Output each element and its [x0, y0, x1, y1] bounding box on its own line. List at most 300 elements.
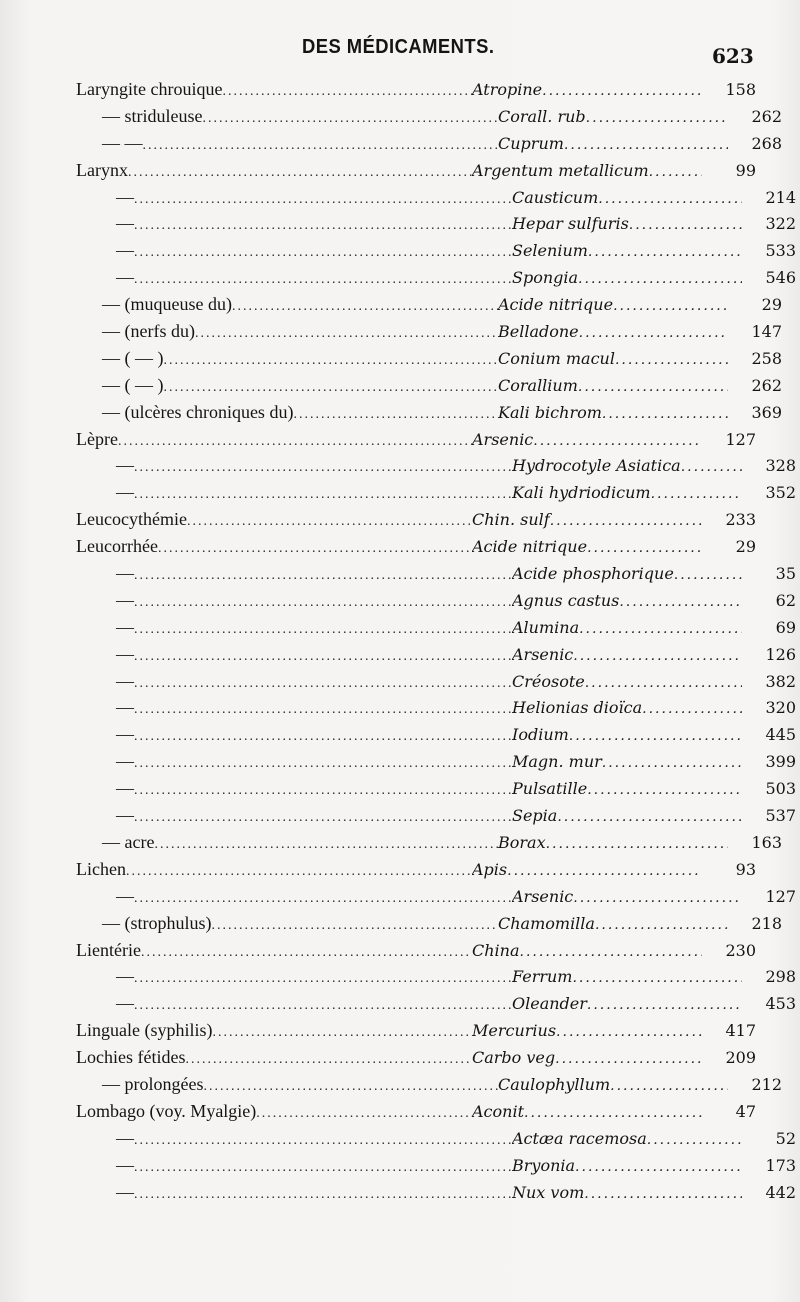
entry-term-cell [76, 587, 512, 617]
entry-term-cell [76, 560, 512, 590]
entry-term-cell [76, 76, 472, 106]
entry-remedy-cell [512, 884, 742, 912]
entry-remedy: Borax [498, 832, 546, 852]
entry-remedy: Arsenic [512, 644, 574, 664]
entry-remedy-cell [498, 346, 728, 374]
dot-leader [546, 831, 728, 858]
entry-term: — [116, 213, 134, 234]
dot-leader [143, 133, 499, 160]
dot-leader [134, 482, 512, 509]
entry-term: — [116, 455, 134, 476]
entry-term: Lichen [76, 858, 126, 879]
index-entry [76, 694, 796, 721]
entry-remedy-cell [472, 857, 702, 885]
dot-leader [128, 160, 472, 187]
entry-term-cell [76, 399, 498, 429]
entry-remedy: Alumina [512, 617, 580, 637]
dot-leader [579, 320, 728, 347]
entry-remedy: Iodium [512, 725, 569, 745]
entry-remedy: Carbo veg [472, 1048, 556, 1068]
index-entries [76, 76, 796, 1205]
index-entry [76, 210, 796, 237]
entry-term: — (strophulus) [102, 912, 212, 933]
entry-page-ref: 298 [765, 967, 796, 987]
entry-term-cell [76, 426, 472, 456]
index-entry [76, 883, 796, 910]
entry-term: — [116, 885, 134, 906]
entry-remedy-cell [512, 1180, 742, 1208]
entry-term: Leucorrhée [76, 536, 158, 557]
entry-term-cell [76, 130, 498, 160]
entry-remedy-cell [512, 669, 742, 697]
entry-remedy-cell [498, 911, 728, 939]
index-entry [76, 76, 756, 103]
entry-remedy: Pulsatille [512, 779, 588, 799]
index-entry [76, 641, 796, 668]
entry-term-cell [76, 210, 512, 240]
dot-leader [134, 213, 512, 240]
entry-term: — acre [102, 831, 155, 852]
entry-page-ref: 218 [751, 913, 782, 933]
dot-leader [134, 187, 512, 214]
entry-page-ref: 52 [775, 1128, 796, 1148]
entry-page-ref: 399 [765, 752, 796, 772]
entry-term: — prolongées [102, 1073, 204, 1094]
entry-page-ref: 352 [765, 483, 796, 503]
index-entry [76, 103, 782, 130]
entry-term-cell [76, 937, 472, 967]
dot-leader [134, 886, 512, 913]
entry-remedy: Hydrocotyle Asiatica [512, 456, 681, 476]
entry-remedy: Causticum [512, 187, 599, 207]
entry-remedy: Hepar sulfuris [512, 214, 629, 234]
dot-leader [602, 750, 742, 777]
entry-page-ref: 382 [765, 671, 796, 691]
entry-remedy-cell [512, 615, 742, 643]
entry-remedy: Actæa racemosa [512, 1128, 647, 1148]
entry-term: — [116, 240, 134, 261]
entry-page-ref: 158 [725, 80, 756, 99]
entry-remedy-cell [472, 1045, 702, 1073]
index-entry [76, 426, 756, 453]
entry-page-ref: 258 [751, 348, 782, 368]
entry-term: Lombago (voy. Myalgie) [76, 1100, 257, 1121]
dot-leader [573, 885, 742, 912]
entry-page-ref: 62 [775, 590, 796, 610]
entry-remedy-cell [498, 104, 728, 132]
entry-remedy-cell [512, 964, 742, 992]
entry-page-ref: 127 [725, 429, 756, 449]
dot-leader [585, 670, 742, 697]
entry-remedy: Acide nitrique [472, 537, 588, 557]
dot-leader [203, 106, 499, 133]
entry-page-ref: 537 [765, 806, 796, 826]
entry-term: Lientérie [76, 939, 141, 960]
entry-remedy-cell [512, 185, 742, 213]
entry-remedy-cell [472, 938, 702, 966]
entry-page-ref: 127 [765, 886, 796, 906]
entry-term-cell [76, 829, 498, 859]
entry-term-cell [76, 641, 512, 671]
index-entry [76, 721, 796, 748]
running-title: DES MÉDICAMENTS. [302, 36, 495, 58]
entry-page-ref: 369 [751, 402, 782, 422]
entry-term-cell [76, 1044, 472, 1074]
index-entry [76, 1152, 796, 1179]
entry-term: — [116, 697, 134, 718]
entry-term: — [116, 778, 134, 799]
index-entry [76, 614, 796, 641]
entry-remedy-cell [498, 400, 728, 428]
entry-page-ref: 442 [765, 1182, 796, 1202]
entry-remedy: Agnus castus [512, 590, 620, 610]
entry-term-cell [76, 452, 512, 482]
entry-term-cell [76, 184, 512, 214]
page-number: 623 [712, 44, 754, 68]
entry-term: — [116, 482, 134, 503]
entry-remedy: Conium macul [498, 348, 615, 368]
entry-term: — ( — ) [102, 374, 164, 395]
dot-leader [587, 992, 742, 1019]
entry-page-ref: 268 [751, 133, 782, 153]
entry-term-cell [76, 963, 512, 993]
entry-remedy-cell [512, 749, 742, 777]
entry-term-cell [76, 1017, 472, 1047]
entry-page-ref: 503 [765, 779, 796, 799]
dot-leader [507, 858, 702, 885]
entry-remedy-cell [512, 211, 742, 239]
entry-term: Larynx [76, 159, 128, 180]
dot-leader [154, 832, 498, 859]
dot-leader [134, 966, 512, 993]
entry-remedy: Arsenic [512, 886, 574, 906]
index-entry [76, 506, 756, 533]
entry-term: — [116, 1127, 134, 1148]
dot-leader [649, 159, 702, 186]
entry-page-ref: 99 [735, 160, 756, 180]
dot-leader [134, 1128, 512, 1155]
dot-leader [602, 401, 728, 428]
entry-remedy-cell [472, 158, 702, 186]
dot-leader [524, 1100, 702, 1127]
index-entry [76, 157, 756, 184]
entry-page-ref: 445 [765, 725, 796, 745]
index-entry [76, 184, 796, 211]
dot-leader [158, 536, 472, 563]
entry-term-cell [76, 694, 512, 724]
dot-leader [556, 1019, 702, 1046]
index-entry [76, 318, 782, 345]
dot-leader [579, 616, 742, 643]
index-entry [76, 1071, 782, 1098]
entry-term-cell [76, 721, 512, 751]
entry-remedy: China [472, 940, 520, 960]
dot-leader [203, 1074, 498, 1101]
dot-leader [134, 267, 512, 294]
entry-page-ref: 453 [765, 994, 796, 1014]
index-entry [76, 452, 796, 479]
index-entry [76, 1098, 756, 1125]
entry-term: — [116, 966, 134, 987]
page-header [0, 36, 800, 76]
dot-leader [595, 912, 728, 939]
entry-remedy: Caulophyllum [498, 1074, 611, 1094]
entry-term-cell [76, 748, 512, 778]
entry-term-cell [76, 775, 512, 805]
dot-leader [584, 1181, 742, 1208]
dot-leader [232, 294, 498, 321]
index-entry [76, 587, 796, 614]
entry-term: — [116, 805, 134, 826]
dot-leader [578, 374, 728, 401]
index-entry [76, 748, 796, 775]
entry-page-ref: 322 [765, 214, 796, 234]
entry-page-ref: 29 [761, 295, 782, 315]
dot-leader [212, 913, 499, 940]
entry-page-ref: 230 [725, 940, 756, 960]
entry-term-cell [76, 668, 512, 698]
entry-page-ref: 212 [751, 1074, 782, 1094]
dot-leader [118, 429, 472, 456]
entry-page-ref: 163 [751, 832, 782, 852]
entry-remedy-cell [498, 131, 728, 159]
entry-remedy: Corallium [498, 375, 578, 395]
dot-leader [134, 778, 512, 805]
dot-leader [572, 965, 742, 992]
dot-leader [613, 293, 728, 320]
entry-term-cell [76, 506, 472, 536]
index-entry [76, 399, 782, 426]
dot-leader [141, 940, 472, 967]
index-entry [76, 668, 796, 695]
index-entry [76, 479, 796, 506]
entry-page-ref: 262 [751, 375, 782, 395]
entry-remedy: Chin. sulf [472, 510, 550, 530]
entry-term-cell [76, 372, 498, 402]
dot-leader [598, 186, 742, 213]
entry-remedy-cell [472, 77, 702, 105]
entry-remedy-cell [512, 588, 742, 616]
dot-leader [615, 347, 728, 374]
entry-remedy: Sepia [512, 806, 558, 826]
dot-leader [564, 132, 728, 159]
entry-page-ref: 546 [765, 268, 796, 288]
entry-remedy-cell [512, 1153, 742, 1181]
index-entry [76, 1179, 796, 1206]
dot-leader [587, 777, 742, 804]
index-entry [76, 910, 782, 937]
entry-remedy-cell [498, 292, 728, 320]
dot-leader [573, 643, 742, 670]
entry-term-cell [76, 1179, 512, 1209]
entry-remedy: Arsenic [472, 429, 534, 449]
index-entry [76, 1044, 756, 1071]
entry-term: — [116, 563, 134, 584]
dot-leader [555, 1046, 702, 1073]
entry-remedy: Cuprum [498, 133, 564, 153]
entry-page-ref: 47 [735, 1101, 756, 1121]
entry-term: — [116, 751, 134, 772]
index-entry [76, 775, 796, 802]
entry-page-ref: 320 [765, 698, 796, 718]
dot-leader [619, 589, 742, 616]
entry-remedy-cell [498, 319, 728, 347]
index-entry [76, 291, 782, 318]
entry-remedy: Kali hydriodicum [512, 483, 651, 503]
index-entry [76, 237, 796, 264]
dot-leader [629, 212, 742, 239]
dot-leader [588, 239, 742, 266]
entry-page-ref: 533 [765, 241, 796, 261]
dot-leader [642, 696, 742, 723]
entry-term-cell [76, 103, 498, 133]
entry-remedy-cell [512, 803, 742, 831]
entry-term: Lochies fétides [76, 1047, 186, 1068]
entry-term: — [116, 186, 134, 207]
entry-term: — [116, 1181, 134, 1202]
entry-remedy: Nux vom [512, 1182, 585, 1202]
entry-remedy: Belladone [498, 322, 579, 342]
entry-term: — [116, 670, 134, 691]
entry-remedy-cell [472, 534, 702, 562]
entry-remedy: Aconit [472, 1101, 524, 1121]
entry-page-ref: 69 [775, 617, 796, 637]
entry-remedy: Oleander [512, 994, 587, 1014]
entry-term: — — [102, 132, 143, 153]
entry-remedy-cell [512, 722, 742, 750]
entry-remedy: Argentum metallicum [472, 160, 649, 180]
entry-remedy-cell [472, 1018, 702, 1046]
dot-leader [542, 78, 702, 105]
entry-remedy: Kali bichrom [498, 402, 602, 422]
index-entry [76, 372, 782, 399]
entry-remedy-cell [512, 1126, 742, 1154]
dot-leader [134, 590, 512, 617]
entry-term-cell [76, 237, 512, 267]
entry-page-ref: 93 [735, 859, 756, 879]
entry-term-cell [76, 883, 512, 913]
entry-remedy-cell [512, 776, 742, 804]
entry-term-cell [76, 157, 472, 187]
index-entry [76, 802, 796, 829]
entry-term: Laryngite chrouique [76, 79, 223, 99]
dot-leader [134, 671, 512, 698]
entry-page-ref: 233 [725, 510, 756, 530]
dot-leader [195, 321, 498, 348]
dot-leader [674, 562, 742, 589]
entry-page-ref: 214 [765, 187, 796, 207]
entry-term-cell [76, 264, 512, 294]
entry-remedy: Bryonia [512, 1155, 576, 1175]
entry-term: — [116, 993, 134, 1014]
entry-page-ref: 173 [765, 1155, 796, 1175]
dot-leader [647, 1127, 742, 1154]
entry-remedy-cell [512, 238, 742, 266]
entry-term: — [116, 724, 134, 745]
index-entry [76, 345, 782, 372]
entry-term: — [116, 643, 134, 664]
entry-remedy-cell [512, 265, 742, 293]
dot-leader [586, 105, 728, 132]
entry-remedy: Mercurius [472, 1021, 557, 1041]
entry-term: — (ulcères chroniques du) [102, 401, 294, 422]
entry-remedy: Créosote [512, 671, 585, 691]
entry-remedy-cell [472, 427, 702, 455]
dot-leader [134, 240, 512, 267]
index-entry [76, 130, 782, 157]
entry-remedy-cell [512, 480, 742, 508]
dot-leader [134, 617, 512, 644]
dot-leader [212, 1020, 472, 1047]
entry-term-cell [76, 802, 512, 832]
dot-leader [533, 428, 702, 455]
entry-page-ref: 262 [751, 106, 782, 126]
entry-term: — striduleuse [102, 105, 203, 126]
entry-remedy-cell [512, 561, 742, 589]
entry-remedy: Spongia [512, 268, 579, 288]
entry-term: — ( — ) [102, 347, 164, 368]
dot-leader [550, 508, 702, 535]
dot-leader [557, 804, 742, 831]
dot-leader [134, 993, 512, 1020]
entry-remedy: Corall. rub [498, 106, 586, 126]
entry-term: — [116, 616, 134, 637]
entry-term-cell [76, 1125, 512, 1155]
entry-term: — (nerfs du) [102, 321, 195, 342]
index-entry [76, 1017, 756, 1044]
entry-remedy: Helionias dioïca [512, 698, 643, 718]
entry-term-cell [76, 910, 498, 940]
entry-page-ref: 126 [765, 644, 796, 664]
dot-leader [134, 455, 512, 482]
dot-leader [651, 481, 742, 508]
index-entry [76, 856, 756, 883]
entry-remedy: Acide nitrique [498, 295, 614, 315]
entry-term: Lèpre [76, 428, 118, 449]
entry-remedy: Atropine [472, 80, 543, 99]
dot-leader [134, 751, 512, 778]
dot-leader [569, 723, 742, 750]
entry-term-cell [76, 1071, 498, 1101]
entry-term-cell [76, 856, 472, 886]
dot-leader [681, 454, 742, 481]
dot-leader [134, 1155, 512, 1182]
dot-leader [134, 563, 512, 590]
entry-term-cell [76, 479, 512, 509]
entry-remedy: Acide phosphorique [512, 564, 674, 584]
entry-remedy: Apis [472, 859, 508, 879]
entry-term: — [116, 589, 134, 610]
dot-leader [587, 535, 702, 562]
dot-leader [575, 1154, 742, 1181]
entry-page-ref: 209 [725, 1048, 756, 1068]
dot-leader [256, 1101, 472, 1128]
entry-remedy-cell [512, 695, 742, 723]
entry-term: — [116, 267, 134, 288]
entry-remedy: Chamomilla [498, 913, 595, 933]
index-entry [76, 560, 796, 587]
entry-term-cell [76, 291, 498, 321]
entry-page-ref: 29 [735, 537, 756, 557]
entry-term: Leucocythémie [76, 509, 187, 530]
entry-remedy-cell [472, 1099, 702, 1127]
dot-leader [185, 1047, 472, 1074]
dot-leader [126, 859, 472, 886]
entry-page-ref: 417 [725, 1021, 756, 1041]
entry-term-cell [76, 533, 472, 563]
index-entry [76, 829, 782, 856]
entry-term-cell [76, 614, 512, 644]
